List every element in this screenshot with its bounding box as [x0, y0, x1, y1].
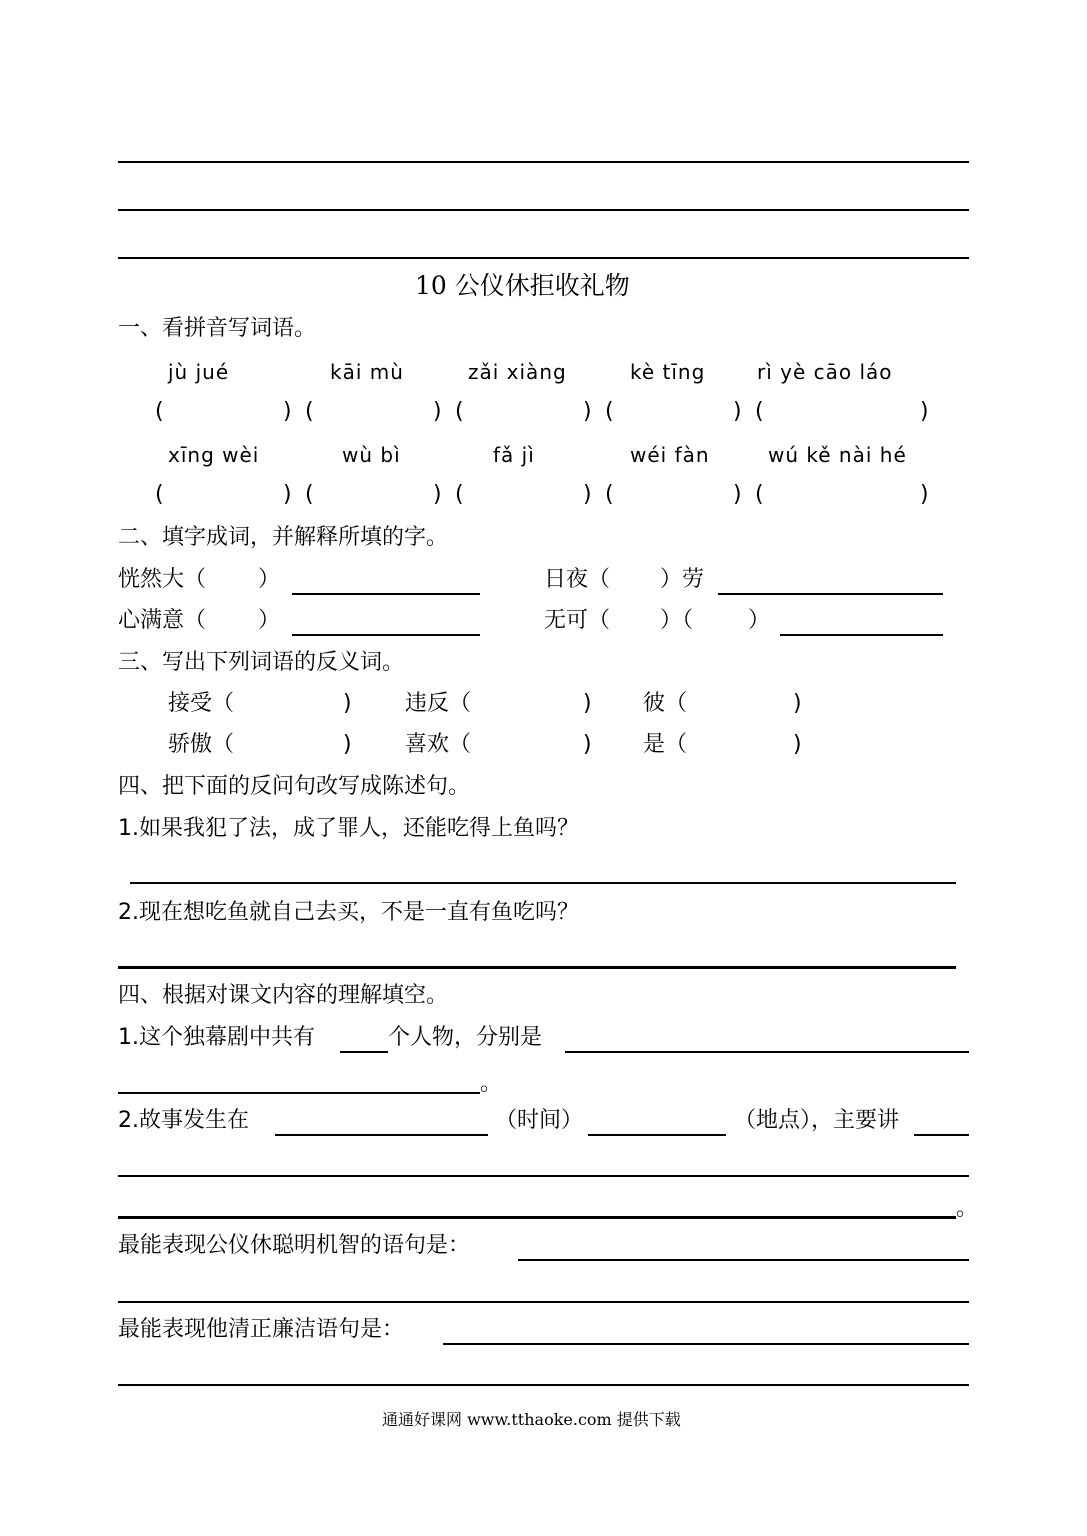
antonym-2: 违反（ [405, 691, 472, 716]
paren-close: ) [920, 482, 929, 507]
answer-line [340, 1051, 388, 1053]
antonym-6: 是（ [643, 732, 688, 757]
paren-close: ) [343, 691, 352, 716]
fill-word-4b: ）（ [660, 608, 694, 633]
answer-line [118, 966, 956, 969]
answer-line [275, 1134, 488, 1136]
answer-line [118, 1384, 969, 1386]
top-line-2 [118, 209, 969, 211]
section-2-heading: 二、填字成词，并解释所填的字。 [118, 525, 449, 550]
section-1-heading: 一、看拼音写词语。 [118, 316, 317, 341]
comprehension-q2a: 2.故事发生在 [118, 1108, 249, 1133]
paren-close: ) [733, 482, 742, 507]
comprehension-q2c: （地点），主要讲 [734, 1108, 900, 1133]
section-3-heading: 三、写出下列词语的反义词。 [118, 650, 405, 675]
rewrite-question-1: 1.如果我犯了法，成了罪人，还能吃得上鱼吗？ [118, 816, 579, 841]
pinyin-1: jù jué [168, 360, 230, 384]
comprehension-q2b: （时间） [495, 1108, 584, 1133]
answer-line [565, 1051, 969, 1053]
pinyin-9: wéi fàn [630, 443, 710, 467]
antonym-4: 骄傲（ [168, 732, 235, 757]
pinyin-5: rì yè cāo láo [757, 360, 893, 384]
paren-open: ( [305, 482, 314, 507]
rewrite-question-2: 2.现在想吃鱼就自己去买，不是一直有鱼吃吗？ [118, 900, 579, 925]
answer-line [118, 1175, 969, 1177]
paren-open: ( [305, 399, 314, 424]
page-title: 10 公仪休拒收礼物 [415, 271, 630, 300]
paren-close: ) [283, 399, 292, 424]
fill-close-4: ） [748, 608, 771, 633]
paren-close: ) [283, 482, 292, 507]
comprehension-q3: 最能表现公仪休聪明机智的语句是： [118, 1233, 471, 1258]
paren-close: ) [920, 399, 929, 424]
answer-line [914, 1134, 969, 1136]
answer-line [118, 1216, 956, 1219]
answer-line [588, 1134, 726, 1136]
answer-line [718, 593, 943, 595]
paren-close: ) [793, 691, 802, 716]
fill-word-2: 心满意（ [118, 608, 207, 633]
pinyin-7: wù bì [342, 443, 401, 467]
paren-close: ) [733, 399, 742, 424]
top-line-1 [118, 161, 969, 163]
answer-line [130, 882, 956, 884]
section-4-heading: 四、把下面的反问句改写成陈述句。 [118, 774, 471, 799]
comprehension-q1a: 1.这个独幕剧中共有 [118, 1025, 315, 1050]
pinyin-3: zǎi xiàng [468, 360, 567, 384]
pinyin-8: fǎ jì [493, 443, 535, 467]
paren-close: ) [583, 732, 592, 757]
paren-open: ( [155, 399, 164, 424]
footer-credit: 通通好课网 www.tthaoke.com 提供下载 [382, 1410, 681, 1429]
pinyin-6: xīng wèi [168, 443, 260, 467]
answer-paren-row2 [155, 481, 935, 509]
antonym-5: 喜欢（ [405, 732, 472, 757]
pinyin-10: wú kě nài hé [768, 443, 907, 467]
antonym-3: 彼（ [643, 691, 688, 716]
paren-close: ) [343, 732, 352, 757]
pinyin-4: kè tīng [630, 360, 706, 384]
antonym-1: 接受（ [168, 691, 235, 716]
answer-line [780, 634, 943, 636]
paren-close: ) [583, 399, 592, 424]
paren-close: ) [433, 482, 442, 507]
top-line-3 [118, 257, 969, 259]
paren-open: ( [755, 399, 764, 424]
section-5-heading: 四、根据对课文内容的理解填空。 [118, 983, 449, 1008]
answer-line [118, 1301, 969, 1303]
answer-line [292, 593, 480, 595]
paren-open: ( [155, 482, 164, 507]
comprehension-q1b: 个人物，分别是 [388, 1025, 543, 1050]
answer-line [292, 634, 480, 636]
paren-open: ( [455, 399, 464, 424]
answer-line [118, 1092, 480, 1094]
comprehension-q4: 最能表现他清正廉洁语句是： [118, 1317, 405, 1342]
paren-close: ) [793, 732, 802, 757]
fill-word-1: 恍然大（ [118, 567, 207, 592]
paren-open: ( [605, 482, 614, 507]
paren-close: ) [433, 399, 442, 424]
fill-word-3b: ）劳 [660, 567, 705, 592]
fill-close-2: ） [258, 608, 281, 633]
fill-word-4: 无可（ [544, 608, 611, 633]
period-2: 。 [956, 1196, 979, 1221]
paren-close: ) [583, 691, 592, 716]
fill-word-3: 日夜（ [544, 567, 611, 592]
answer-line [518, 1259, 969, 1261]
period-1: 。 [480, 1071, 503, 1096]
pinyin-2: kāi mù [330, 360, 404, 384]
paren-open: ( [605, 399, 614, 424]
fill-close-1: ） [258, 567, 281, 592]
paren-open: ( [755, 482, 764, 507]
paren-close: ) [583, 482, 592, 507]
answer-paren-row1 [155, 398, 935, 426]
paren-open: ( [455, 482, 464, 507]
answer-line [443, 1343, 969, 1345]
